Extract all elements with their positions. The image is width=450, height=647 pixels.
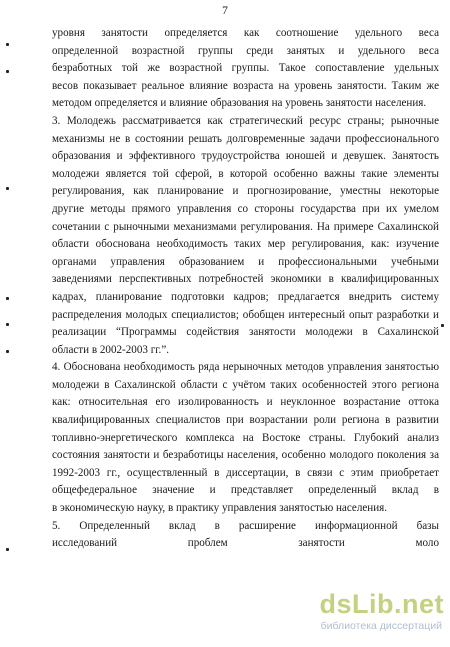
watermark-subtitle: библиотека диссертаций bbox=[320, 620, 442, 632]
text-line: механизмы не в состоянии решать долговременные задачи профессионального bbox=[52, 132, 439, 145]
watermark-logo: dsLib.net bbox=[319, 589, 444, 619]
text-line: определенной возрастной группы среди занятых и удельного веса bbox=[52, 44, 439, 57]
text-line: другие методы прямого управления со стороны государства при их умелом bbox=[52, 202, 439, 215]
text-line: 3. Молодежь рассматривается как стратегический ресурс страны; рыночные bbox=[52, 114, 439, 127]
margin-mark bbox=[441, 324, 444, 327]
text-line: заведениями перспективных потребностей экономики в квалифицированных bbox=[52, 273, 439, 286]
margin-mark bbox=[6, 548, 9, 551]
watermark bbox=[254, 589, 444, 639]
margin-mark bbox=[6, 297, 9, 300]
page-number: 7 bbox=[222, 5, 228, 17]
text-line: в экономическую науку, в практику управления занятостью населения. bbox=[52, 502, 388, 515]
text-line: общефедеральное значение и представляет определенный вклад в bbox=[52, 484, 439, 497]
text-line: области в 2002-2003 гг.”. bbox=[52, 343, 170, 356]
text-line: распределения молодых специалистов; обобщен интересный опыт разработки и bbox=[52, 308, 439, 321]
document-body bbox=[52, 25, 439, 553]
margin-mark bbox=[6, 43, 9, 46]
text-line: органами управления образованием и профессиональными учебными bbox=[52, 255, 439, 268]
margin-mark bbox=[6, 187, 9, 190]
text-line: топливно-энергетического комплекса на Востоке страны. Глубокий анализ bbox=[52, 431, 439, 444]
text-line: 4. Обоснована необходимость ряда нерыночных методов управления занятостью bbox=[52, 361, 439, 374]
text-line: весов показывает реальное влияние возраста на уровень занятости. Таким же bbox=[52, 79, 439, 92]
text-line: исследований проблем занятости моло bbox=[52, 537, 439, 550]
text-line: сочетании с рыночными механизмами регулирования. На примере Сахалинской bbox=[52, 220, 439, 233]
text-line: 1992-2003 гг., осуществленный в диссертации, в связи с этим приобретает bbox=[52, 466, 439, 479]
text-line: молодежи в Сахалинской области с учётом таких особенностей этого региона bbox=[52, 378, 439, 391]
text-line: безработных той же возрастной группы. Такое сопоставление удельных bbox=[52, 62, 439, 75]
margin-mark bbox=[6, 350, 9, 353]
margin-mark bbox=[6, 323, 9, 326]
text-line: методом определяется и влияние образования на уровень занятости населения. bbox=[52, 97, 427, 110]
text-line: квалифицированных специалистов при возрастании роли региона в развитии bbox=[52, 414, 439, 427]
text-line: как: относительная его изолированность и неуклонное возрастание оттока bbox=[52, 396, 439, 409]
text-line: 5. Определенный вклад в расширение информационной базы bbox=[52, 519, 439, 532]
text-line: реализации “Программы содействия занятости молодежи в Сахалинской bbox=[52, 326, 439, 339]
margin-mark bbox=[6, 70, 9, 73]
text-line: состояния занятости и безработицы населения, особенно молодого поколения за bbox=[52, 449, 439, 462]
text-line: кадрах, планирование подготовки кадров; предлагается внедрить систему bbox=[52, 290, 439, 303]
text-line: регулирования, как планирование и прогнозирование, уместны некоторые bbox=[52, 185, 439, 198]
text-line: образования и эффективного трудоустройства юношей и девушек. Занятость bbox=[52, 150, 439, 163]
text-line: области обоснована необходимость таких мер регулирования, как: изучение bbox=[52, 238, 439, 251]
text-line: уровня занятости определяется как соотношение удельного веса bbox=[52, 27, 439, 39]
text-line: молодежи является той сферой, в которой особенно важны такие элементы bbox=[52, 167, 439, 180]
